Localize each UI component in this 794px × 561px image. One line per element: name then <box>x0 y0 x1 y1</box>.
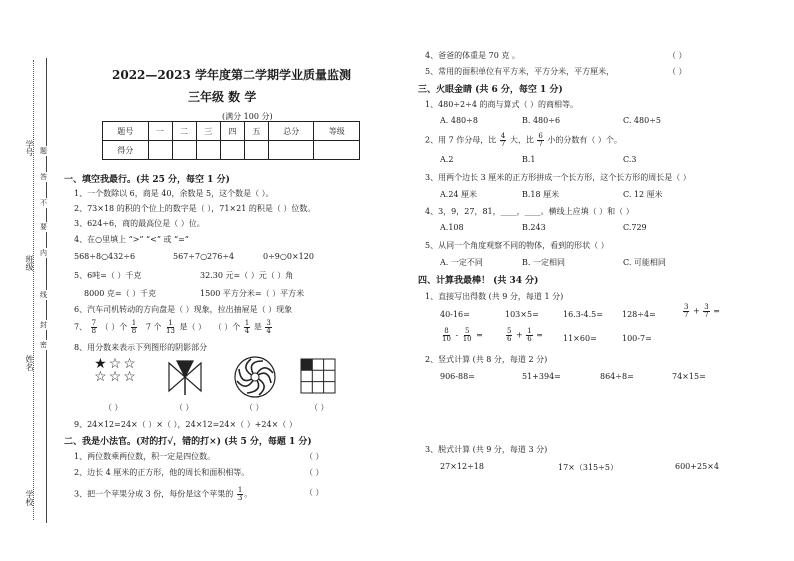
s3-q3-option-b[interactable]: B.18 厘米 <box>522 190 560 199</box>
frac-den: 6 <box>527 335 532 343</box>
s3-q5-option-c[interactable]: C. 可能相同 <box>623 258 666 267</box>
s2-q1: 1、两位数乘两位数，积一定是四位数。 <box>74 452 216 461</box>
s1-q5-a: 5、6吨=（ ）千克 <box>74 271 142 280</box>
s2-q4: 4、爸爸的体重是 70 克 。 <box>425 51 520 60</box>
stepwise-calc: 17×（315÷5） <box>558 463 618 472</box>
seal-line-char: 密 <box>40 341 47 349</box>
score-header-cell: 二 <box>172 122 196 141</box>
s3-q4-option-c[interactable]: C.729 <box>623 223 647 232</box>
seal-line-char: 内 <box>40 249 47 257</box>
s1-q2: 2、73×18 的积的个位上的数字是（ ），71×21 的积是（ ）位数。 <box>74 204 316 213</box>
fraction-1-13 <box>165 320 176 335</box>
spiral-circle-figure <box>233 355 277 399</box>
s1-q9: 9、24×12=24×（ ）×（ ），24×12=24×（ ）+24×（ ） <box>74 420 297 429</box>
frac-num: 5 <box>464 327 470 335</box>
fraction-1-8 <box>131 320 137 335</box>
seal-line-char: 要 <box>40 223 47 231</box>
s3-q5-option-b[interactable]: B. 一定相同 <box>522 258 565 267</box>
frac-num: 1 <box>527 327 532 335</box>
s3-q2-option-c[interactable]: C.3 <box>623 155 637 164</box>
score-table-header-row <box>103 122 360 141</box>
score-cell[interactable] <box>314 141 360 160</box>
seal-line-char: 答 <box>40 173 47 181</box>
s3-q5: 5、从同一个角度观察不同的物体，看到的形状（ ） <box>425 241 609 250</box>
q8-answer-blank[interactable]: （ ） <box>310 403 329 412</box>
q8-answer-blank[interactable]: （ ） <box>245 403 264 412</box>
score-cell[interactable] <box>196 141 220 160</box>
name-label: 姓名 <box>25 355 34 371</box>
stepwise-calc: 27×12÷18 <box>440 462 484 471</box>
frac-num: 5 <box>507 327 512 335</box>
frac-den: 13 <box>166 327 175 335</box>
seal-line-char: 线 <box>40 291 47 299</box>
fraction <box>703 304 709 319</box>
frac-num: 1 <box>237 486 243 494</box>
s2-q3: 3、把一个苹果分成 3 份，每份是这个苹果的 $\frac{1}{3}$ 。 <box>74 486 253 502</box>
score-table <box>102 121 360 160</box>
q7-label: 7、 <box>74 322 88 332</box>
score-header-cell: 题号 <box>103 122 149 141</box>
frac-num: 7 <box>91 319 97 327</box>
frac-num: 4 <box>500 132 506 140</box>
s4-sub2: 2、竖式计算 (共 8 分，每道 2 分) <box>425 355 548 364</box>
s3-q2-text: 小的分数有（ ）个。 <box>547 135 622 145</box>
frac-den: 4 <box>244 327 250 335</box>
calc-item-fraction <box>682 304 720 319</box>
calc-item-fraction: $\frac{8}{10}$ - $\frac{5}{10}$ = <box>442 327 483 343</box>
equals-sign: = <box>713 306 720 316</box>
frac-den: 10 <box>462 335 472 343</box>
calc-item-fraction: $\frac{5}{6}$ + $\frac{1}{6}$ = <box>507 327 543 343</box>
s1-q5-c: 1500 平方分米=（ ）平方米 <box>200 289 305 298</box>
calc-item: 11×60= <box>563 334 597 343</box>
vertical-calc: 864÷8= <box>600 372 634 381</box>
grid-figure <box>300 358 336 394</box>
student-id-label: 学号 <box>25 140 34 156</box>
s3-q1-option-a[interactable]: A. 480÷8 <box>440 116 478 125</box>
fraction-1-4 <box>244 320 250 335</box>
fraction-3-4 <box>265 320 271 335</box>
s2-q5: 5、常用的面积单位有平方米，平方分米，平方厘米， <box>425 67 615 76</box>
q7-text: 7 个 <box>145 322 162 332</box>
seal-line-char: 不 <box>40 199 47 207</box>
exam-title: 2022—2023 学年度第二学期学业质量监测 <box>112 68 351 82</box>
fraction <box>683 304 689 319</box>
score-header-cell: 三 <box>196 122 220 141</box>
stepwise-calc: 600+25×4 <box>675 462 719 471</box>
fraction-7-8 <box>91 320 97 335</box>
score-table-score-row <box>103 141 360 160</box>
s1-q4-item: 567÷7○276÷4 <box>173 252 235 261</box>
frac-num: 3 <box>266 319 271 327</box>
score-header-cell: 四 <box>220 122 244 141</box>
calc-item: 128÷4= <box>622 310 656 319</box>
frac-den: 3 <box>237 494 243 502</box>
s2-q4-answer[interactable]: （ ） <box>668 51 687 60</box>
calc-item: 100-7= <box>622 334 652 343</box>
s3-q4-option-b[interactable]: B.243 <box>522 223 546 232</box>
fraction-1-3 <box>237 487 243 502</box>
score-header-cell: 一 <box>148 122 172 141</box>
s1-q3: 3、624÷6，商的最高位是（ ）位。 <box>74 219 205 228</box>
star-row-icon: ☆☆☆ <box>94 369 138 385</box>
q7-text: （ ）个 <box>213 322 241 332</box>
score-header-cell: 五 <box>244 122 268 141</box>
score-header-cell: 等级 <box>314 122 360 141</box>
score-row-label: 得分 <box>103 141 149 160</box>
s1-q1: 1、一个数除以 6，商是 40，余数是 5，这个数是（ ）。 <box>74 189 274 198</box>
s3-q4: 4、3，9，27，81，____，____。横线上应填（ ）和（ ） <box>425 207 634 216</box>
q7-text: （ ）个 <box>100 322 128 332</box>
seal-line-char: 题 <box>40 147 47 155</box>
s1-q5-b: 32.30 元=（ ）元（ ）角 <box>200 271 294 280</box>
calc-item: 40-16= <box>440 310 470 319</box>
seal-line-char: 封 <box>40 321 47 329</box>
plus-sign: + <box>693 306 700 316</box>
s2-q2-answer[interactable]: （ ） <box>305 468 324 477</box>
s1-q4: 4、在○里填上 “>” “<” 或 “=” <box>74 235 189 244</box>
s3-q2-text: 2、用 7 作分母，比 <box>425 135 497 145</box>
s4-sub1: 1、直接写出得数 (共 9 分，每道 1 分) <box>425 292 564 301</box>
fraction <box>526 328 532 343</box>
frac-den: 6 <box>507 335 512 343</box>
q7-text: 是（ ） <box>179 322 207 332</box>
score-cell[interactable] <box>268 141 314 160</box>
school-label: 学校 <box>25 490 34 506</box>
section4-heading: 四、计算我最棒！ (共 34 分) <box>418 276 539 286</box>
frac-den: 8 <box>91 327 97 335</box>
section3-heading: 三、火眼金睛 (共 6 分，每空 1 分) <box>418 85 563 95</box>
s1-q4-item: 568÷8○432÷6 <box>74 252 136 261</box>
frac-num: 1 <box>168 319 173 327</box>
section2-heading: 二、我是小法官。(对的打√，错的打×) (共 5 分，每题 1 分) <box>64 437 312 447</box>
score-cell[interactable] <box>172 141 196 160</box>
s3-q1: 1、480÷2÷4 的商与算式（ ）的商相等。 <box>425 100 579 109</box>
q7-text: 是 <box>253 322 262 332</box>
fraction-6-7 <box>537 133 543 148</box>
s3-q3-option-a[interactable]: A.24 厘米 <box>440 190 478 199</box>
s3-q1-option-b[interactable]: B. 480÷6 <box>522 116 561 125</box>
s3-q4-option-a[interactable]: A.108 <box>440 223 464 232</box>
score-cell[interactable] <box>148 141 172 160</box>
s1-q4-item: 0÷9○0×120 <box>263 252 314 261</box>
vertical-calc: 51+394= <box>522 372 561 381</box>
frac-den: 7 <box>704 311 709 319</box>
s2-q1-answer[interactable]: （ ） <box>305 452 324 461</box>
frac-num: 1 <box>244 319 250 327</box>
s2-q2: 2、边长 4 厘米的正方形，他的周长和面积相等。 <box>74 468 250 477</box>
section1-heading: 一、填空我最行。(共 25 分，每空 1 分) <box>64 175 230 185</box>
vertical-calc: 906-88= <box>440 372 475 381</box>
frac-den: 7 <box>538 140 543 148</box>
s3-q3-option-c[interactable]: C. 12 厘米 <box>623 190 663 199</box>
q8-answer-blank[interactable]: （ ） <box>104 403 123 412</box>
exam-subtitle: 三年级 数 学 <box>188 90 257 104</box>
s3-q2-option-b[interactable]: B.1 <box>522 155 536 164</box>
s2-q3-answer[interactable]: （ ） <box>305 488 324 497</box>
s1-q8: 8、用分数来表示下列图形的阴影部分 <box>74 343 208 352</box>
stars-figure <box>92 358 140 384</box>
fraction <box>462 328 473 343</box>
s3-q3: 3、用两个边长 3 厘米的正方形拼成一个长方形，这个长方形的周长是（ ） <box>425 173 691 182</box>
class-label: 班级 <box>25 255 34 271</box>
s1-q5-row2: 8000 克=（ ）千克 <box>84 289 157 298</box>
frac-num: 6 <box>538 132 543 140</box>
fraction <box>506 328 512 343</box>
frac-num: 8 <box>444 327 449 335</box>
pinwheel-figure <box>165 357 205 397</box>
s1-q6: 6、汽车司机转动的方向盘是（ ）现象，拉出抽屉是（ ）现象 <box>74 305 293 314</box>
vertical-calc: 74×15= <box>672 372 706 381</box>
score-cell[interactable] <box>244 141 268 160</box>
q8-answer-blank[interactable]: （ ） <box>175 403 194 412</box>
frac-num: 3 <box>684 303 689 311</box>
s3-q1-option-c[interactable]: C. 480÷5 <box>623 116 661 125</box>
calc-item: 16.3-4.5= <box>563 310 603 319</box>
s2-q3-text: 3、把一个苹果分成 3 份，每份是这个苹果的 <box>74 489 234 499</box>
star-row-icon: ★☆☆ <box>94 356 138 372</box>
calc-item: 103×5= <box>505 310 539 319</box>
seal-dotted-line <box>33 60 35 520</box>
fraction <box>441 328 452 343</box>
frac-den: 8 <box>131 327 137 335</box>
score-header-cell: 总分 <box>268 122 314 141</box>
frac-den: 4 <box>266 327 271 335</box>
s3-q2-option-a[interactable]: A.2 <box>440 155 454 164</box>
frac-den: 7 <box>500 140 506 148</box>
s2-q5-answer[interactable]: （ ） <box>668 67 687 76</box>
score-cell[interactable] <box>220 141 244 160</box>
frac-num: 3 <box>704 303 709 311</box>
frac-den: 7 <box>684 311 689 319</box>
s3-q5-option-a[interactable]: A. 一定不同 <box>440 258 483 267</box>
s4-sub3: 3、脱式计算 (共 9 分，每道 3 分) <box>425 445 548 454</box>
fraction-4-7 <box>500 133 506 148</box>
s1-q7 <box>74 320 273 335</box>
frac-num: 1 <box>131 319 137 327</box>
frac-den: 10 <box>442 335 451 343</box>
full-marks: (满分 100 分) <box>222 112 273 121</box>
s3-q2 <box>425 133 622 148</box>
s3-q2-text: 大，比 <box>509 135 534 145</box>
